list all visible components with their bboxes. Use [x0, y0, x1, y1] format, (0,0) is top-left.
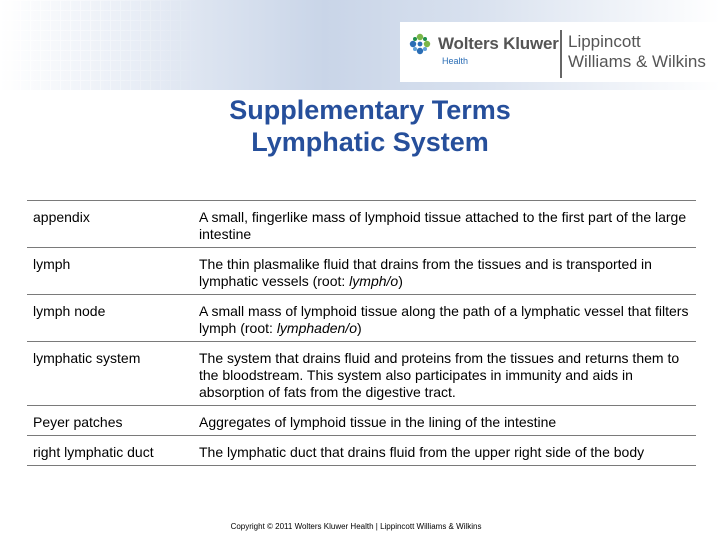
banner-grid-pattern — [0, 0, 200, 90]
definition-cell — [193, 342, 696, 406]
table-row — [27, 248, 696, 295]
brand-secondary — [568, 32, 706, 72]
definition-text: A small mass of lymphoid tissue along the path of a lymphatic vessel that filters lymph (root: — [199, 303, 689, 336]
slide-title-line1: Supplementary Terms — [229, 95, 511, 125]
term-cell: appendix — [27, 201, 193, 248]
brand-secondary-line1: Lippincott — [568, 32, 641, 51]
term-cell: lymph — [27, 248, 193, 295]
copyright-footer — [0, 522, 720, 531]
table-row — [27, 342, 696, 406]
brand-primary-sub: Health — [442, 56, 469, 66]
definition-cell — [193, 406, 696, 436]
definition-cell — [193, 201, 696, 248]
publisher-logo — [400, 22, 720, 82]
definition-cell: A small mass of lymphoid tissue along the path of a lymphatic vessel that filters lymph (root: lymphaden/o) — [193, 295, 696, 342]
definition-text: The lymphatic duct that drains fluid from the upper right side of the body — [199, 444, 645, 460]
table-row — [27, 406, 696, 436]
table-row — [27, 201, 696, 248]
definition-text: The system that drains fluid and proteins from the tissues and returns them to the bloodstream. This system also participates in immunity and aids in absorption of fats from the digestive tract. — [199, 350, 680, 400]
definition-cell — [193, 436, 696, 466]
definition-cell: The thin plasmalike fluid that drains from the tissues and is transported in lymphatic vessels (root: lymph/o) — [193, 248, 696, 295]
table-row — [27, 436, 696, 466]
header-banner — [0, 0, 720, 90]
term-cell: lymphatic system — [27, 342, 193, 406]
copyright-text: Copyright © 2011 Wolters Kluwer Health | Lippincott Williams & Wilkins — [230, 522, 482, 531]
logo-divider — [560, 30, 562, 78]
root-term: lymph/o — [349, 273, 399, 289]
root-term: lymphaden/o — [276, 320, 357, 336]
terms-table — [27, 200, 696, 466]
wolters-kluwer-logo-icon — [408, 32, 432, 56]
slide-title-line2: Lymphatic System — [251, 127, 489, 157]
term-cell: lymph node — [27, 295, 193, 342]
term-cell: Peyer patches — [27, 406, 193, 436]
definition-text: The thin plasmalike fluid that drains from the tissues and is transported in lymphatic vessels (root: — [199, 256, 652, 289]
definition-text: Aggregates of lymphoid tissue in the lining of the intestine — [199, 414, 557, 430]
definition-text: A small, fingerlike mass of lymphoid tissue attached to the first part of the large intestine — [199, 209, 687, 242]
table-row — [27, 295, 696, 342]
term-cell: right lymphatic duct — [27, 436, 193, 466]
brand-secondary-line2: Williams & Wilkins — [568, 52, 706, 71]
brand-primary: Wolters Kluwer — [438, 34, 559, 53]
slide-title — [0, 94, 720, 158]
